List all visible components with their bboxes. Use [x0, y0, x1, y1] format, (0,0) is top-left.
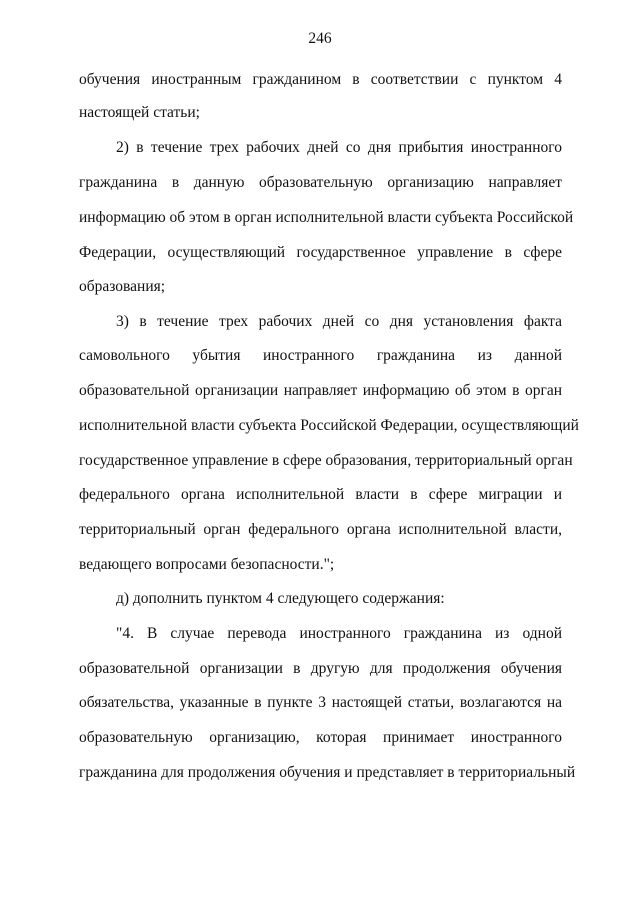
- text-line: обучения иностранным гражданином в соответствии с пунктом 4: [79, 71, 562, 88]
- text-line: территориальный орган федерального органа исполнительной власти,: [79, 521, 562, 538]
- text-line: государственное управление в сфере образования, территориальный орган: [79, 452, 573, 469]
- text-line: д) дополнить пунктом 4 следующего содержания:: [116, 590, 445, 607]
- text-line: 2) в течение трех рабочих дней со дня прибытия иностранного: [116, 139, 562, 156]
- text-line: гражданина в данную образовательную организацию направляет: [79, 174, 562, 191]
- text-line: 3) в течение трех рабочих дней со дня установления факта: [116, 313, 562, 330]
- text-line: образовательную организацию, которая принимает иностранного: [79, 729, 562, 746]
- text-line: "4. В случае перевода иностранного гражданина из одной: [116, 625, 562, 642]
- text-line: образовательной организации в другую для продолжения обучения: [79, 660, 562, 677]
- text-line: образования;: [79, 278, 166, 295]
- text-line: ведающего вопросами безопасности.";: [79, 556, 335, 573]
- text-line: Федерации, осуществляющий государственное управление в сфере: [79, 244, 562, 261]
- text-line: самовольного убытия иностранного гражданина из данной: [79, 347, 562, 364]
- text-line: обязательства, указанные в пункте 3 настоящей статьи, возлагаются на: [79, 694, 562, 711]
- text-line: гражданина для продолжения обучения и представляет в территориальный: [79, 764, 576, 781]
- text-line: настоящей статьи;: [79, 104, 200, 121]
- page-number: 246: [308, 30, 332, 47]
- text-line: исполнительной власти субъекта Российской Федерации, осуществляющий: [79, 417, 579, 434]
- text-line: информацию об этом в орган исполнительной власти субъекта Российской: [79, 209, 574, 226]
- text-line: образовательной организации направляет информацию об этом в орган: [79, 382, 562, 399]
- text-line: федерального органа исполнительной власти в сфере миграции и: [79, 486, 562, 503]
